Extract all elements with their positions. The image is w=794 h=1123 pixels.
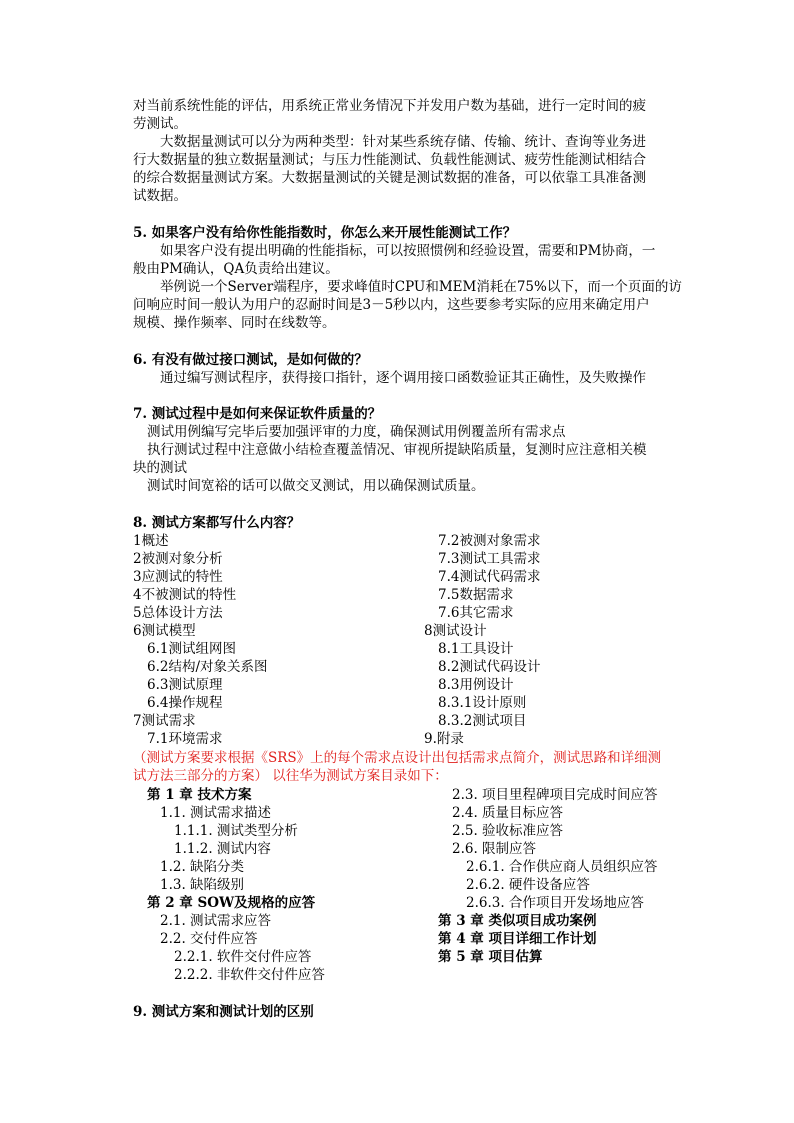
note-line: （测试方案要求根据《SRS》上的每个需求点设计出包括需求点简介，测试思路和详细测 xyxy=(133,750,662,766)
outline-item: 7.6其它需求 xyxy=(438,605,514,621)
q6-heading: 6. 有没有做过接口测试，是如何做的？ xyxy=(133,352,368,368)
toc-subsection: 2.2.1. 软件交付件应答 xyxy=(174,949,312,965)
q5-line: 如果客户没有提出明确的性能指标，可以按照惯例和经验设置，需要和PM协商，一 xyxy=(160,243,656,259)
toc-subsection: 1.1.1. 测试类型分析 xyxy=(174,823,298,839)
q5-line: 问响应时间一般认为用户的忍耐时间是3－5秒以内，这些要参考实际的应用来确定用户 xyxy=(133,297,650,313)
outline-item: 6.1测试组网图 xyxy=(147,641,236,657)
toc-chapter: 第 1 章 技术方案 xyxy=(147,787,252,803)
q9-heading: 9. 测试方案和测试计划的区别 xyxy=(133,1004,314,1020)
outline-item: 7.4测试代码需求 xyxy=(438,569,541,585)
outline-item: 7.5数据需求 xyxy=(438,587,514,603)
toc-chapter: 第 2 章 SOW及规格的应答 xyxy=(147,895,316,911)
outline-item: 6.3测试原理 xyxy=(147,677,223,693)
q7-line: 块的测试 xyxy=(133,460,187,476)
outline-item: 7.1环境需求 xyxy=(147,731,223,747)
toc-section: 1.1. 测试需求描述 xyxy=(160,805,272,821)
outline-item: 7.2被测对象需求 xyxy=(438,533,541,549)
outline-item: 5总体设计方法 xyxy=(133,605,223,621)
q5-line: 般由PM确认，QA负责给出建议。 xyxy=(133,261,339,277)
q7-heading: 7. 测试过程中是如何来保证软件质量的？ xyxy=(133,406,382,422)
toc-section: 2.2. 交付件应答 xyxy=(160,931,258,947)
outline-item: 7.3测试工具需求 xyxy=(438,551,541,567)
outline-item: 6.2结构/对象关系图 xyxy=(147,659,268,675)
outline-item: 2被测对象分析 xyxy=(133,551,223,567)
toc-subsection: 2.6.1. 合作供应商人员组织应答 xyxy=(466,859,658,875)
q5-line: 举例说一个Server端程序，要求峰值时CPU和MEM消耗在75%以下，而一个页面的访 xyxy=(160,279,682,295)
toc-section: 2.6. 限制应答 xyxy=(452,841,537,857)
outline-item: 8.3.2测试项目 xyxy=(438,713,527,729)
outline-item: 3应测试的特性 xyxy=(133,569,223,585)
intro-line: 试数据。 xyxy=(133,188,187,204)
q7-line: 测试用例编写完毕后要加强评审的力度，确保测试用例覆盖所有需求点 xyxy=(147,424,566,440)
outline-item: 6测试模型 xyxy=(133,623,196,639)
outline-item: 7测试需求 xyxy=(133,713,196,729)
q7-line: 测试时间宽裕的话可以做交叉测试，用以确保测试质量。 xyxy=(147,478,485,494)
q7-line: 执行测试过程中注意做小结检查覆盖情况、审视所提缺陷质量，复测时应注意相关模 xyxy=(147,442,647,458)
q6-line: 通过编写测试程序，获得接口指针，逐个调用接口函数验证其正确性，及失败操作 xyxy=(160,370,646,386)
note-line: 试方法三部分的方案） 以往华为测试方案目录如下： xyxy=(133,768,448,784)
intro-line: 的综合数据量测试方案。大数据量测试的关键是测试数据的准备，可以依靠工具准备测 xyxy=(133,170,646,186)
toc-subsection: 2.6.3. 合作项目开发场地应答 xyxy=(466,895,644,911)
outline-item: 9.附录 xyxy=(424,731,464,747)
q8-heading: 8. 测试方案都写什么内容？ xyxy=(133,515,301,531)
toc-subsection: 1.1.2. 测试内容 xyxy=(174,841,271,857)
outline-item: 8.2测试代码设计 xyxy=(438,659,541,675)
toc-section: 2.5. 验收标准应答 xyxy=(452,823,564,839)
toc-section: 2.3. 项目里程碑项目完成时间应答 xyxy=(452,787,658,803)
intro-line: 行大数据量的独立数据量测试；与压力性能测试、负载性能测试、疲劳性能测试相结合 xyxy=(133,152,646,168)
q5-heading: 5. 如果客户没有给你性能指数时，你怎么来开展性能测试工作？ xyxy=(133,225,517,241)
outline-item: 8.3用例设计 xyxy=(438,677,514,693)
toc-subsection: 2.2.2. 非软件交付件应答 xyxy=(174,967,325,983)
q5-line: 规模、操作频率、同时在线数等。 xyxy=(133,315,336,331)
intro-line: 对当前系统性能的评估，用系统正常业务情况下并发用户数为基础，进行一定时间的疲 xyxy=(133,98,646,114)
intro-line: 劳测试。 xyxy=(133,116,187,132)
outline-item: 8.3.1设计原则 xyxy=(438,695,527,711)
toc-subsection: 2.6.2. 硬件设备应答 xyxy=(466,877,590,893)
outline-item: 4不被测试的特性 xyxy=(133,587,237,603)
toc-section: 2.4. 质量目标应答 xyxy=(452,805,564,821)
outline-item: 8测试设计 xyxy=(424,623,487,639)
outline-item: 6.4操作规程 xyxy=(147,695,223,711)
toc-section: 1.3. 缺陷级别 xyxy=(160,877,245,893)
intro-line: 大数据量测试可以分为两种类型：针对某些系统存储、传输、统计、查询等业务进 xyxy=(160,134,646,150)
outline-item: 8.1工具设计 xyxy=(438,641,514,657)
toc-chapter: 第 5 章 项目估算 xyxy=(438,949,543,965)
outline-item: 1概述 xyxy=(133,533,169,549)
toc-chapter: 第 3 章 类似项目成功案例 xyxy=(438,913,597,929)
toc-section: 1.2. 缺陷分类 xyxy=(160,859,245,875)
toc-section: 2.1. 测试需求应答 xyxy=(160,913,272,929)
toc-chapter: 第 4 章 项目详细工作计划 xyxy=(438,931,597,947)
